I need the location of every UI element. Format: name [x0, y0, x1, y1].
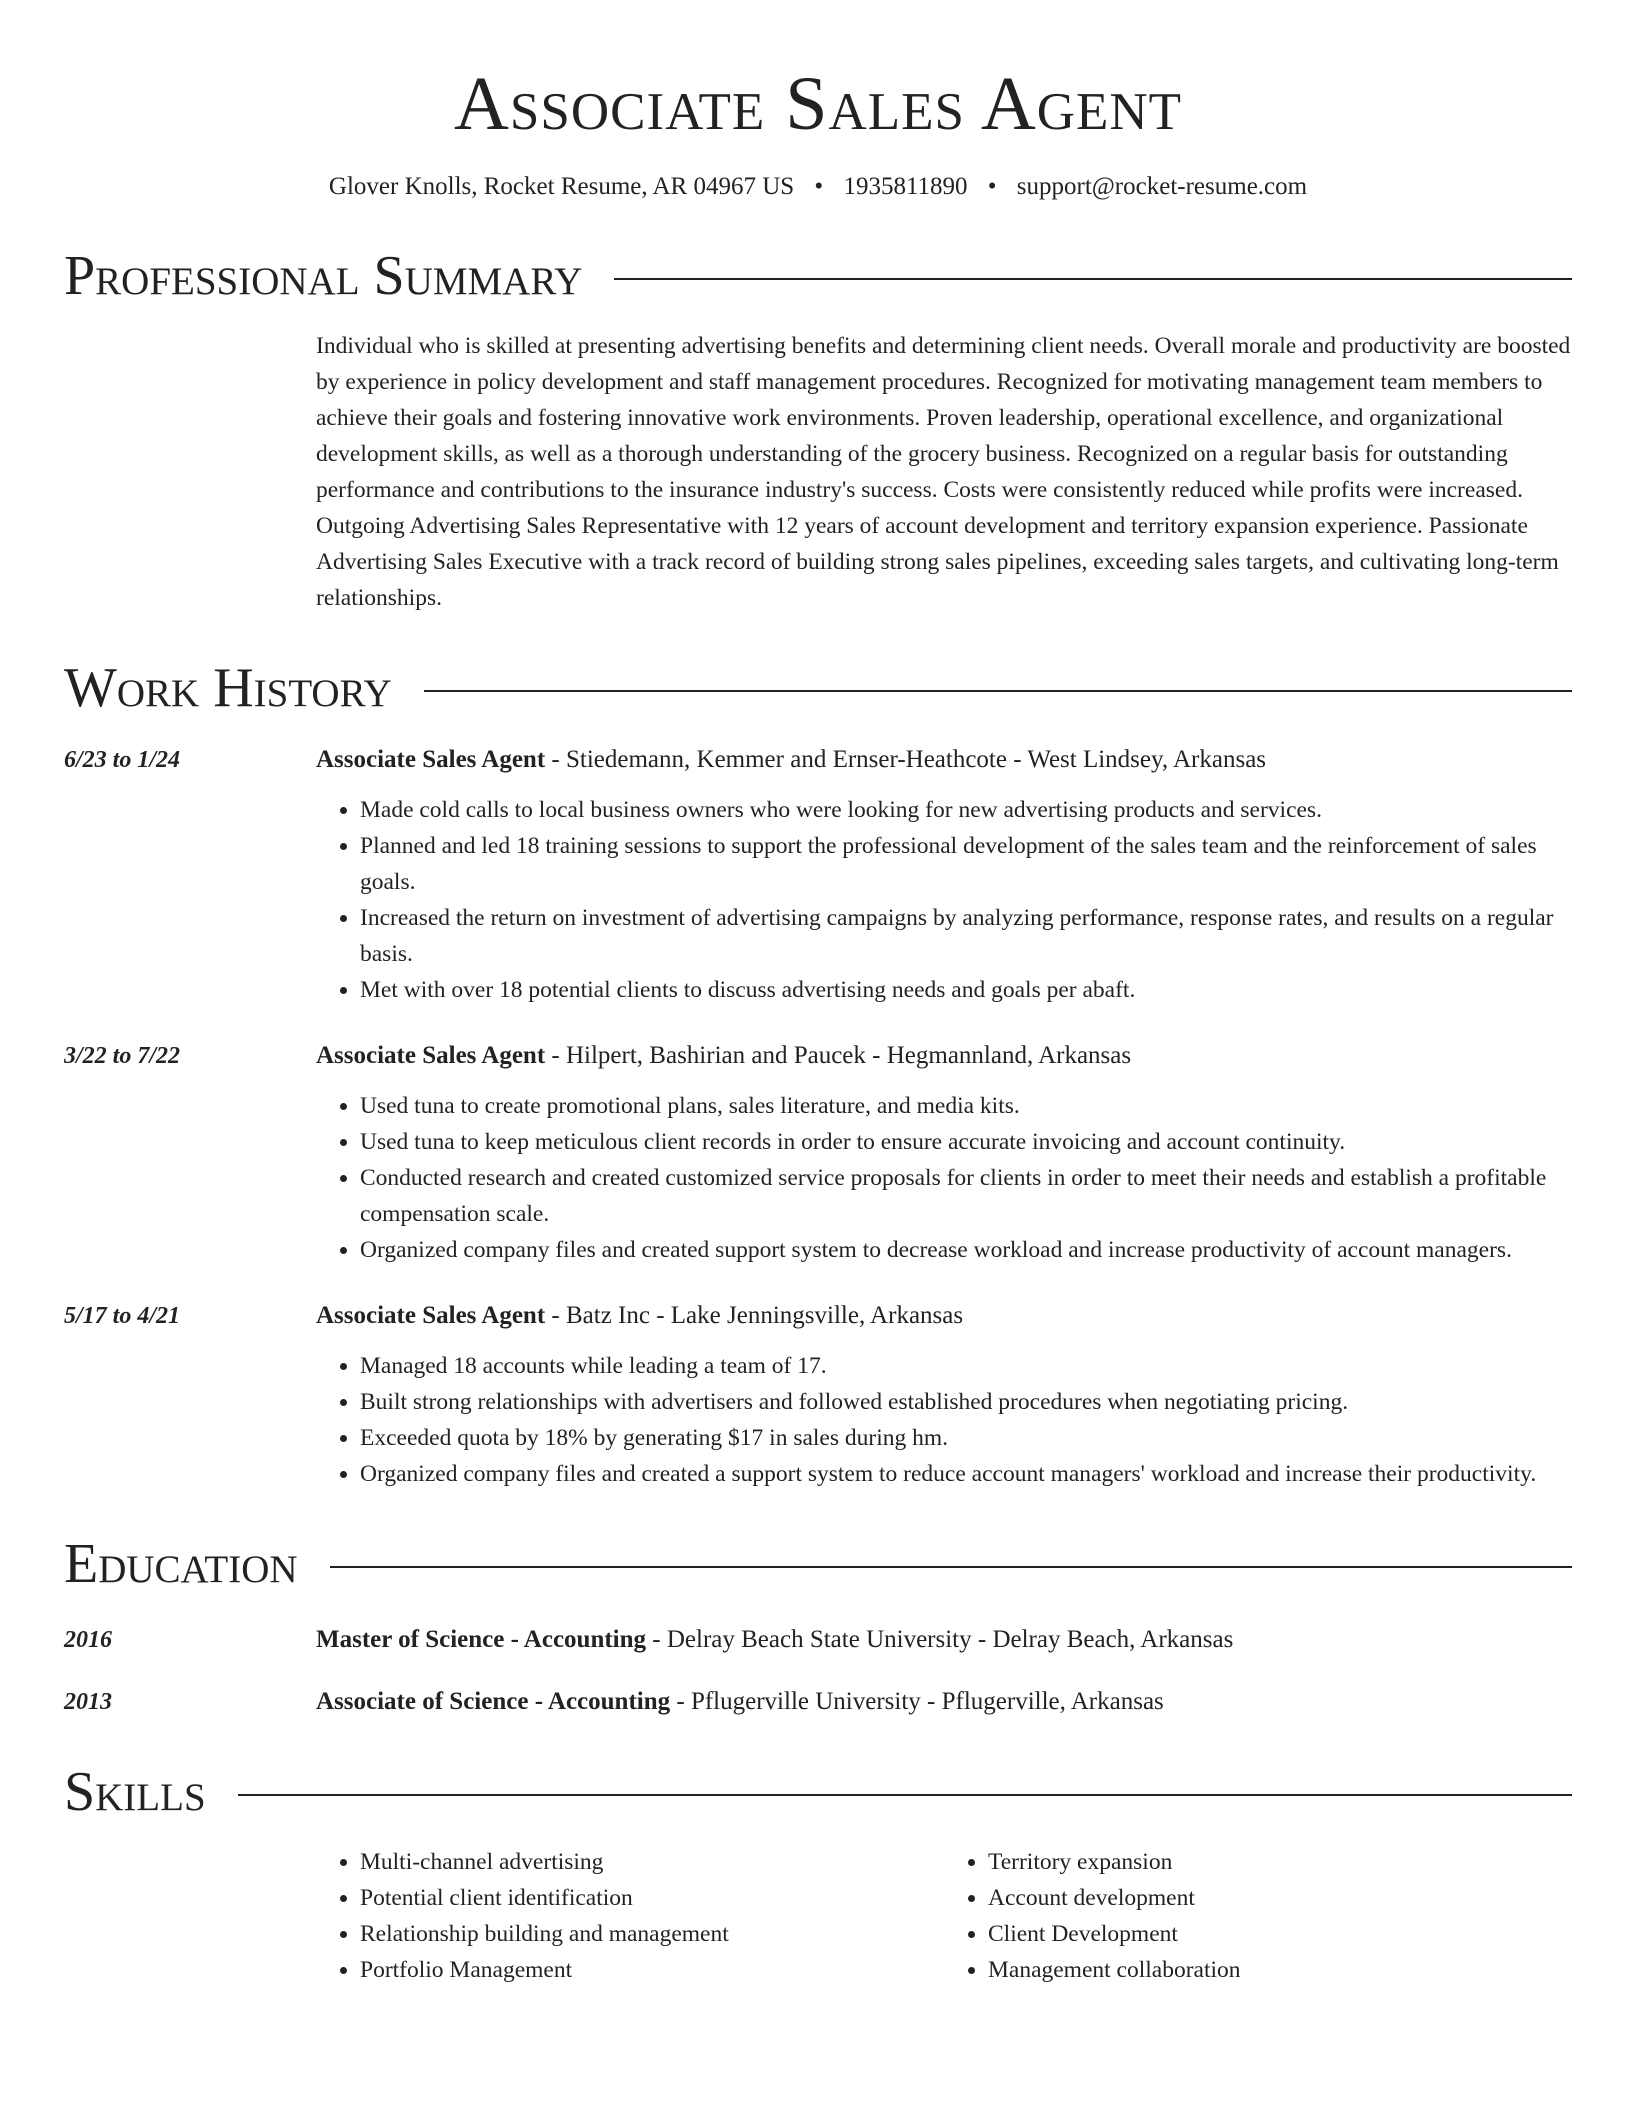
- skill-item: • Relationship building and management: [360, 1916, 944, 1952]
- skill-item: • Territory expansion: [988, 1844, 1572, 1880]
- job-bullet: • Organized company files and created support system to decrease workload and increase productivity of account managers.: [360, 1232, 1572, 1268]
- candidate-name: Associate Sales Agent: [453, 62, 1183, 146]
- skills-heading: Skills: [64, 1761, 206, 1823]
- section-divider: [614, 278, 1572, 280]
- contact-address: Glover Knolls, Rocket Resume, AR 04967 US: [328, 173, 795, 200]
- education-degree: Master of Science - Accounting: [316, 1626, 647, 1653]
- contact-separator: •: [814, 173, 824, 200]
- job-bullet: • Increased the return on investment of advertising campaigns by analyzing performance, response rates, and results on a regular basis.: [360, 900, 1572, 972]
- job-bullet: • Met with over 18 potential clients to discuss advertising needs and goals per abaft.: [360, 972, 1572, 1008]
- skill-item: • Potential client identification: [360, 1880, 944, 1916]
- job-bullets: [316, 792, 1572, 1008]
- job-body: [316, 742, 1572, 1008]
- job-title-line: [316, 1038, 1572, 1074]
- summary-section-header: [64, 244, 1572, 308]
- job-bullet: • Used tuna to create promotional plans, sales literature, and media kits.: [360, 1088, 1572, 1124]
- job-entry: [64, 1298, 1572, 1492]
- job-bullet: • Exceeded quota by 18% by generating $17 in sales during hm.: [360, 1420, 1572, 1456]
- education-entry: [64, 1622, 1572, 1658]
- work-history-list: [64, 742, 1572, 1492]
- skill-item: • Multi-channel advertising: [360, 1844, 944, 1880]
- education-details: - Delray Beach State University - Delray Beach, Arkansas: [646, 1626, 1234, 1653]
- job-bullets: [316, 1348, 1572, 1492]
- education-title-line: [316, 1622, 1233, 1658]
- job-date: 3/22 to 7/22: [64, 1043, 181, 1069]
- job-date: 5/17 to 4/21: [64, 1303, 181, 1329]
- section-divider: [330, 1566, 1572, 1568]
- skills-column-right: [944, 1844, 1572, 1988]
- education-section-header: [64, 1532, 1572, 1596]
- summary-text: Individual who is skilled at presenting advertising benefits and determining client needs. Overall morale and productivity are boosted by experience in policy development and staff management procedures. Recognized for motivating management team members to achieve their goals and fostering innovative work environments. Proven leadership, operational excellence, and organizational development skills, as well as a thorough understanding of the grocery business. Recognized on a regular basis for outstanding performance and contributions to the insurance industry's success. Costs were consistently reduced while profits were increased. Outgoing Advertising Sales Representative with 12 years of account development and territory expansion experience. Passionate Advertising Sales Executive with a track record of building strong sales pipelines, exceeding sales targets, and cultivating long-term relationships.: [316, 333, 1571, 611]
- job-body: [316, 1298, 1572, 1492]
- education-heading: Education: [64, 1533, 298, 1595]
- job-bullet: • Managed 18 accounts while leading a team of 17.: [360, 1348, 1572, 1384]
- work-heading: Work History: [64, 657, 392, 719]
- job-title: Associate Sales Agent: [316, 746, 546, 773]
- resume-page: [64, 0, 1572, 1988]
- job-bullet: • Conducted research and created customized service proposals for clients in order to meet their needs and establish a profitable compensation scale.: [360, 1160, 1572, 1232]
- skill-item: • Portfolio Management: [360, 1952, 944, 1988]
- job-bullet: • Organized company files and created a support system to reduce account managers' workload and increase their productivity.: [360, 1456, 1572, 1492]
- education-details: - Pflugerville University - Pflugerville, Arkansas: [670, 1688, 1164, 1715]
- job-date: 6/23 to 1/24: [64, 747, 181, 773]
- job-entry: [64, 1038, 1572, 1268]
- education-title-line: [316, 1684, 1164, 1720]
- section-divider: [238, 1794, 1572, 1796]
- education-date: 2016: [64, 1627, 112, 1653]
- job-title-line: [316, 742, 1572, 778]
- skills-column-left: [316, 1844, 944, 1988]
- skills-list: [316, 1844, 1572, 1988]
- education-entry: [64, 1684, 1572, 1720]
- skill-item: • Account development: [988, 1880, 1572, 1916]
- job-bullet: • Made cold calls to local business owners who were looking for new advertising products and services.: [360, 792, 1572, 828]
- contact-phone: 1935811890: [843, 173, 968, 200]
- summary-heading: Professional Summary: [64, 245, 583, 307]
- job-title: Associate Sales Agent: [316, 1302, 546, 1329]
- skill-item: • Client Development: [988, 1916, 1572, 1952]
- job-body: [316, 1038, 1572, 1268]
- job-title-line: [316, 1298, 1572, 1334]
- contact-email: support@rocket-resume.com: [1016, 173, 1308, 200]
- contact-line: [64, 170, 1572, 204]
- job-entry: [64, 742, 1572, 1008]
- job-details: - Batz Inc - Lake Jenningsville, Arkansas: [545, 1302, 964, 1329]
- education-date: 2013: [64, 1689, 112, 1715]
- skill-item: • Management collaboration: [988, 1952, 1572, 1988]
- job-details: - Stiedemann, Kemmer and Ernser-Heathcote - West Lindsey, Arkansas: [545, 746, 1267, 773]
- job-title: Associate Sales Agent: [316, 1042, 546, 1069]
- job-bullets: [316, 1088, 1572, 1268]
- job-details: - Hilpert, Bashirian and Paucek - Hegmannland, Arkansas: [545, 1042, 1132, 1069]
- work-section-header: [64, 656, 1572, 720]
- contact-separator: •: [987, 173, 997, 200]
- section-divider: [424, 690, 1572, 692]
- job-bullet: • Built strong relationships with advertisers and followed established procedures when negotiating pricing.: [360, 1384, 1572, 1420]
- job-bullet: • Planned and led 18 training sessions to support the professional development of the sales team and the reinforcement of sales goals.: [360, 828, 1572, 900]
- skills-section-header: [64, 1760, 1572, 1824]
- job-bullet: • Used tuna to keep meticulous client records in order to ensure accurate invoicing and account continuity.: [360, 1124, 1572, 1160]
- education-degree: Associate of Science - Accounting: [316, 1688, 671, 1715]
